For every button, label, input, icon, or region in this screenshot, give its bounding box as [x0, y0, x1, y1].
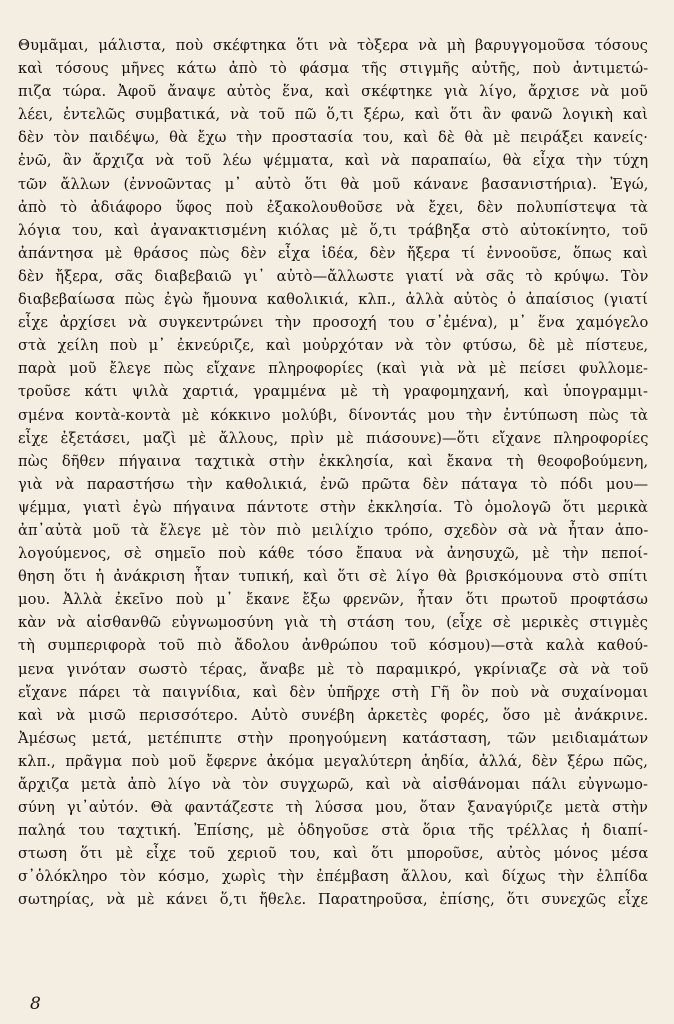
text-line: καὶ τόσους μῆνες κάτω ἀπὸ τὸ φάσμα τῆς στιγμῆς αὐτῆς, ποὺ ἀντιμετώ- — [18, 60, 649, 78]
text-line: πιζα τώρα. Ἀφοῦ ἄναψε αὐτὸς ἕνα, καὶ σκέφτηκε γιὰ λίγο, ἄρχισε νὰ μοῦ — [18, 83, 648, 101]
text-line: λόγια του, καὶ ἀγανακτισμένη κιόλας μὲ ὅ,τι τράβηξα στὸ αὐτοκίνητο, τοῦ — [18, 221, 648, 239]
text-line: παληά του ταχτική. Ἐπίσης, μὲ ὁδηγοῦσε στὰ ὅρια τῆς τρέλλας ἡ διαπί- — [18, 822, 648, 840]
text-line: Θυμᾶμαι, μάλιστα, ποὺ σκέφτηκα ὅτι νὰ τὸξερα νὰ μὴ βαρυγγομοῦσα τόσους — [18, 37, 648, 54]
text-line: κὰν νὰ αἰσθανθῶ εὐγνωμοσύνη γιὰ τὴ στάση του, (εἶχε σὲ μερικὲς στιγμὲς — [18, 614, 648, 632]
text-line: λογούμενος, σὲ σημεῖο ποὺ κάθε τόσο ἔπαυα νὰ ἀνησυχῶ, μὲ τὴν πεποί- — [18, 545, 648, 563]
text-line: τῶν ἄλλων (ἐννοῶντας μ᾽ αὐτὸ ὅτι θὰ μοῦ κάνανε βασανιστήρια). Ἐγώ, — [18, 175, 649, 193]
text-line: σ᾽ὁλόκληρο τὸν κόσμο, χωρὶς τὴν ἐπέμβαση ἄλλου, καὶ δίχως τὴν ἐλπίδα — [18, 868, 649, 886]
text-line: σμένα κοντὰ-κοντὰ μὲ κόκκινο μολύβι, δίνοντάς μου τὴν ἐντύπωση πὼς τὰ — [18, 406, 648, 424]
text-line: ἐνῶ, ἂν ἄρχιζα νὰ τοῦ λέω ψέμματα, καὶ νὰ παραπαίω, θὰ εἶχα τὴν τύχη — [18, 152, 649, 170]
text-line: ἀπὸ τὸ ἀδιάφορο ὕφος ποὺ ἐξακολουθοῦσε νὰ ἔχει, δὲν πολυπίστεψα τὰ — [18, 198, 648, 216]
text-line: ἄρχιζα μετὰ ἀπὸ λίγο νὰ τὸν συγχωρῶ, καὶ νὰ αἰσθάνομαι πάλι εὐγνωμο- — [18, 776, 649, 793]
text-line: στὰ χείλη ποὺ μ᾽ ἐκνεύριζε, καὶ μοὐρχόταν νὰ τὸν φτύσω, δὲ μὲ πίστευε, — [18, 337, 649, 355]
text-line: δὲν τὸν παιδέψω, θὰ ἔχω τὴν προστασία του, καὶ δὲ θὰ μὲ πειράξει κανείς· — [18, 129, 648, 147]
text-line: θηση ὅτι ἡ ἀνάκριση ἦταν τυπική, καὶ ὅτι σὲ λίγο θὰ βρισκόμουνα στὸ σπίτι — [18, 568, 648, 586]
text-line: δὲν ἤξερα, σᾶς διαβεβαιῶ γι᾽ αὐτὸ—ἄλλωστε γιατί νὰ σᾶς τὸ κρύψω. Τὸν — [18, 267, 649, 285]
text-line: εἶχε ἐξετάσει, μαζὶ μὲ ἄλλους, πρὶν μὲ πιάσουνε)—ὅτι εἴχανε πληροφορίες — [18, 429, 649, 447]
text-line: καὶ νὰ μισῶ περισσότερο. Αὐτὸ συνέβη ἀρκετὲς φορές, ὅσο μὲ ἀνάκρινε. — [18, 706, 649, 724]
text-line: παρὰ μοῦ ἔλεγε πὼς εἴχανε πληροφορίες (καὶ γιὰ νὰ μὲ πείσει φυλλομε- — [18, 360, 649, 378]
text-line: τροῦσε κάτι ψιλὰ χαρτιά, γραμμένα μὲ τὴ γραφομηχανή, καὶ ὑπογραμμι- — [18, 383, 648, 401]
text-line: πὼς δῆθεν πήγαινα ταχτικὰ στὴν ἐκκλησία, καὶ ἔκανα τὴ θεοφοβούμενη, — [18, 452, 649, 470]
text-line: σωτηρίας, νὰ μὲ κάνει ὅ,τι ἤθελε. Παρατηροῦσα, ἐπίσης, ὅτι συνεχῶς εἶχε — [18, 891, 648, 909]
page-number: 8 — [30, 994, 41, 1014]
text-line: μενα γινόταν σωστὸ τέρας, ἄναβε μὲ τὸ παραμικρό, γκρίνιαζε σὰ νὰ τοῦ — [18, 660, 649, 678]
text-line: ἀπ᾽αὐτὰ μοῦ τὰ ἔλεγε μὲ τὸν πιὸ μειλίχιο τρόπο, σχεδὸν σὰ νὰ ἦταν ἀπο- — [18, 521, 649, 539]
text-line: ψέμμα, γιατὶ ἐγὼ πήγαινα πάντοτε στὴν ἐκκλησία. Τὸ ὁμολογῶ ὅτι μερικὰ — [18, 498, 648, 516]
text-line: μου. Ἀλλὰ ἐκεῖνο ποὺ μ᾽ ἔκανε ἔξω φρενῶν, ἦταν ὅτι πρωτοῦ προφτάσω — [18, 591, 648, 609]
text-line: κλπ., πρᾶγμα ποὺ μοῦ ἔφερνε ἀκόμα μεγαλύτερη ἀηδία, ἀλλά, δὲν ξέρω πῶς, — [18, 752, 648, 770]
text-line: εἴχανε πάρει τὰ παιγνίδια, καὶ δὲν ὑπῆρχε στὴ Γῆ ὂν ποὺ νὰ συχαίνομαι — [18, 683, 649, 701]
text-line: λέει, ἐντελῶς συμβατικά, νὰ τοῦ πῶ ὅ,τι ξέρω, καὶ ὅτι ἂν φανῶ λογικὴ καὶ — [18, 106, 648, 124]
text-line: Ἀμέσως μετά, μετέπιπτε στὴν προηγούμενη κατάσταση, τῶν μειδιαμάτων — [18, 729, 649, 747]
text-line: διαβεβαίωσα πὼς ἐγὼ ἤμουνα καθολικιά, κλπ., ἀλλὰ αὐτὸς ὁ ἀπαίσιος (γιατί — [18, 291, 648, 309]
text-line: γιὰ νὰ παραστήσω τὴν καθολικιά, ἐνῶ πρῶτα δὲν πάταγα τὸ πόδι μου— — [18, 475, 649, 493]
text-line: σύνη γι᾽αὐτόν. Θὰ φαντάζεστε τὴ λύσσα μου, ὅταν ξαναγύριζε μετὰ στὴν — [18, 799, 648, 817]
text-line: τὴ συμπεριφορὰ τοῦ πιὸ ἄδολου ἀνθρώπου τοῦ κόσμου)—στὰ καλὰ καθού- — [18, 637, 649, 655]
text-line: ἀπάντησα μὲ θράσος πὼς δὲν εἶχα ἰδέα, δὲν ἤξερα τί ἐννοοῦσε, ὅπως καὶ — [18, 244, 648, 262]
text-line: εἶχε ἀρχίσει νὰ συγκεντρώνει τὴν προσοχή του σ᾽ἐμένα), μ᾽ ἕνα χαμόγελο — [18, 314, 649, 332]
body-text — [18, 34, 648, 912]
text-line: στωση ὅτι μὲ εἶχε τοῦ χεριοῦ του, καὶ ὅτι μποροῦσε, αὐτὸς μόνος μέσα — [18, 845, 649, 863]
